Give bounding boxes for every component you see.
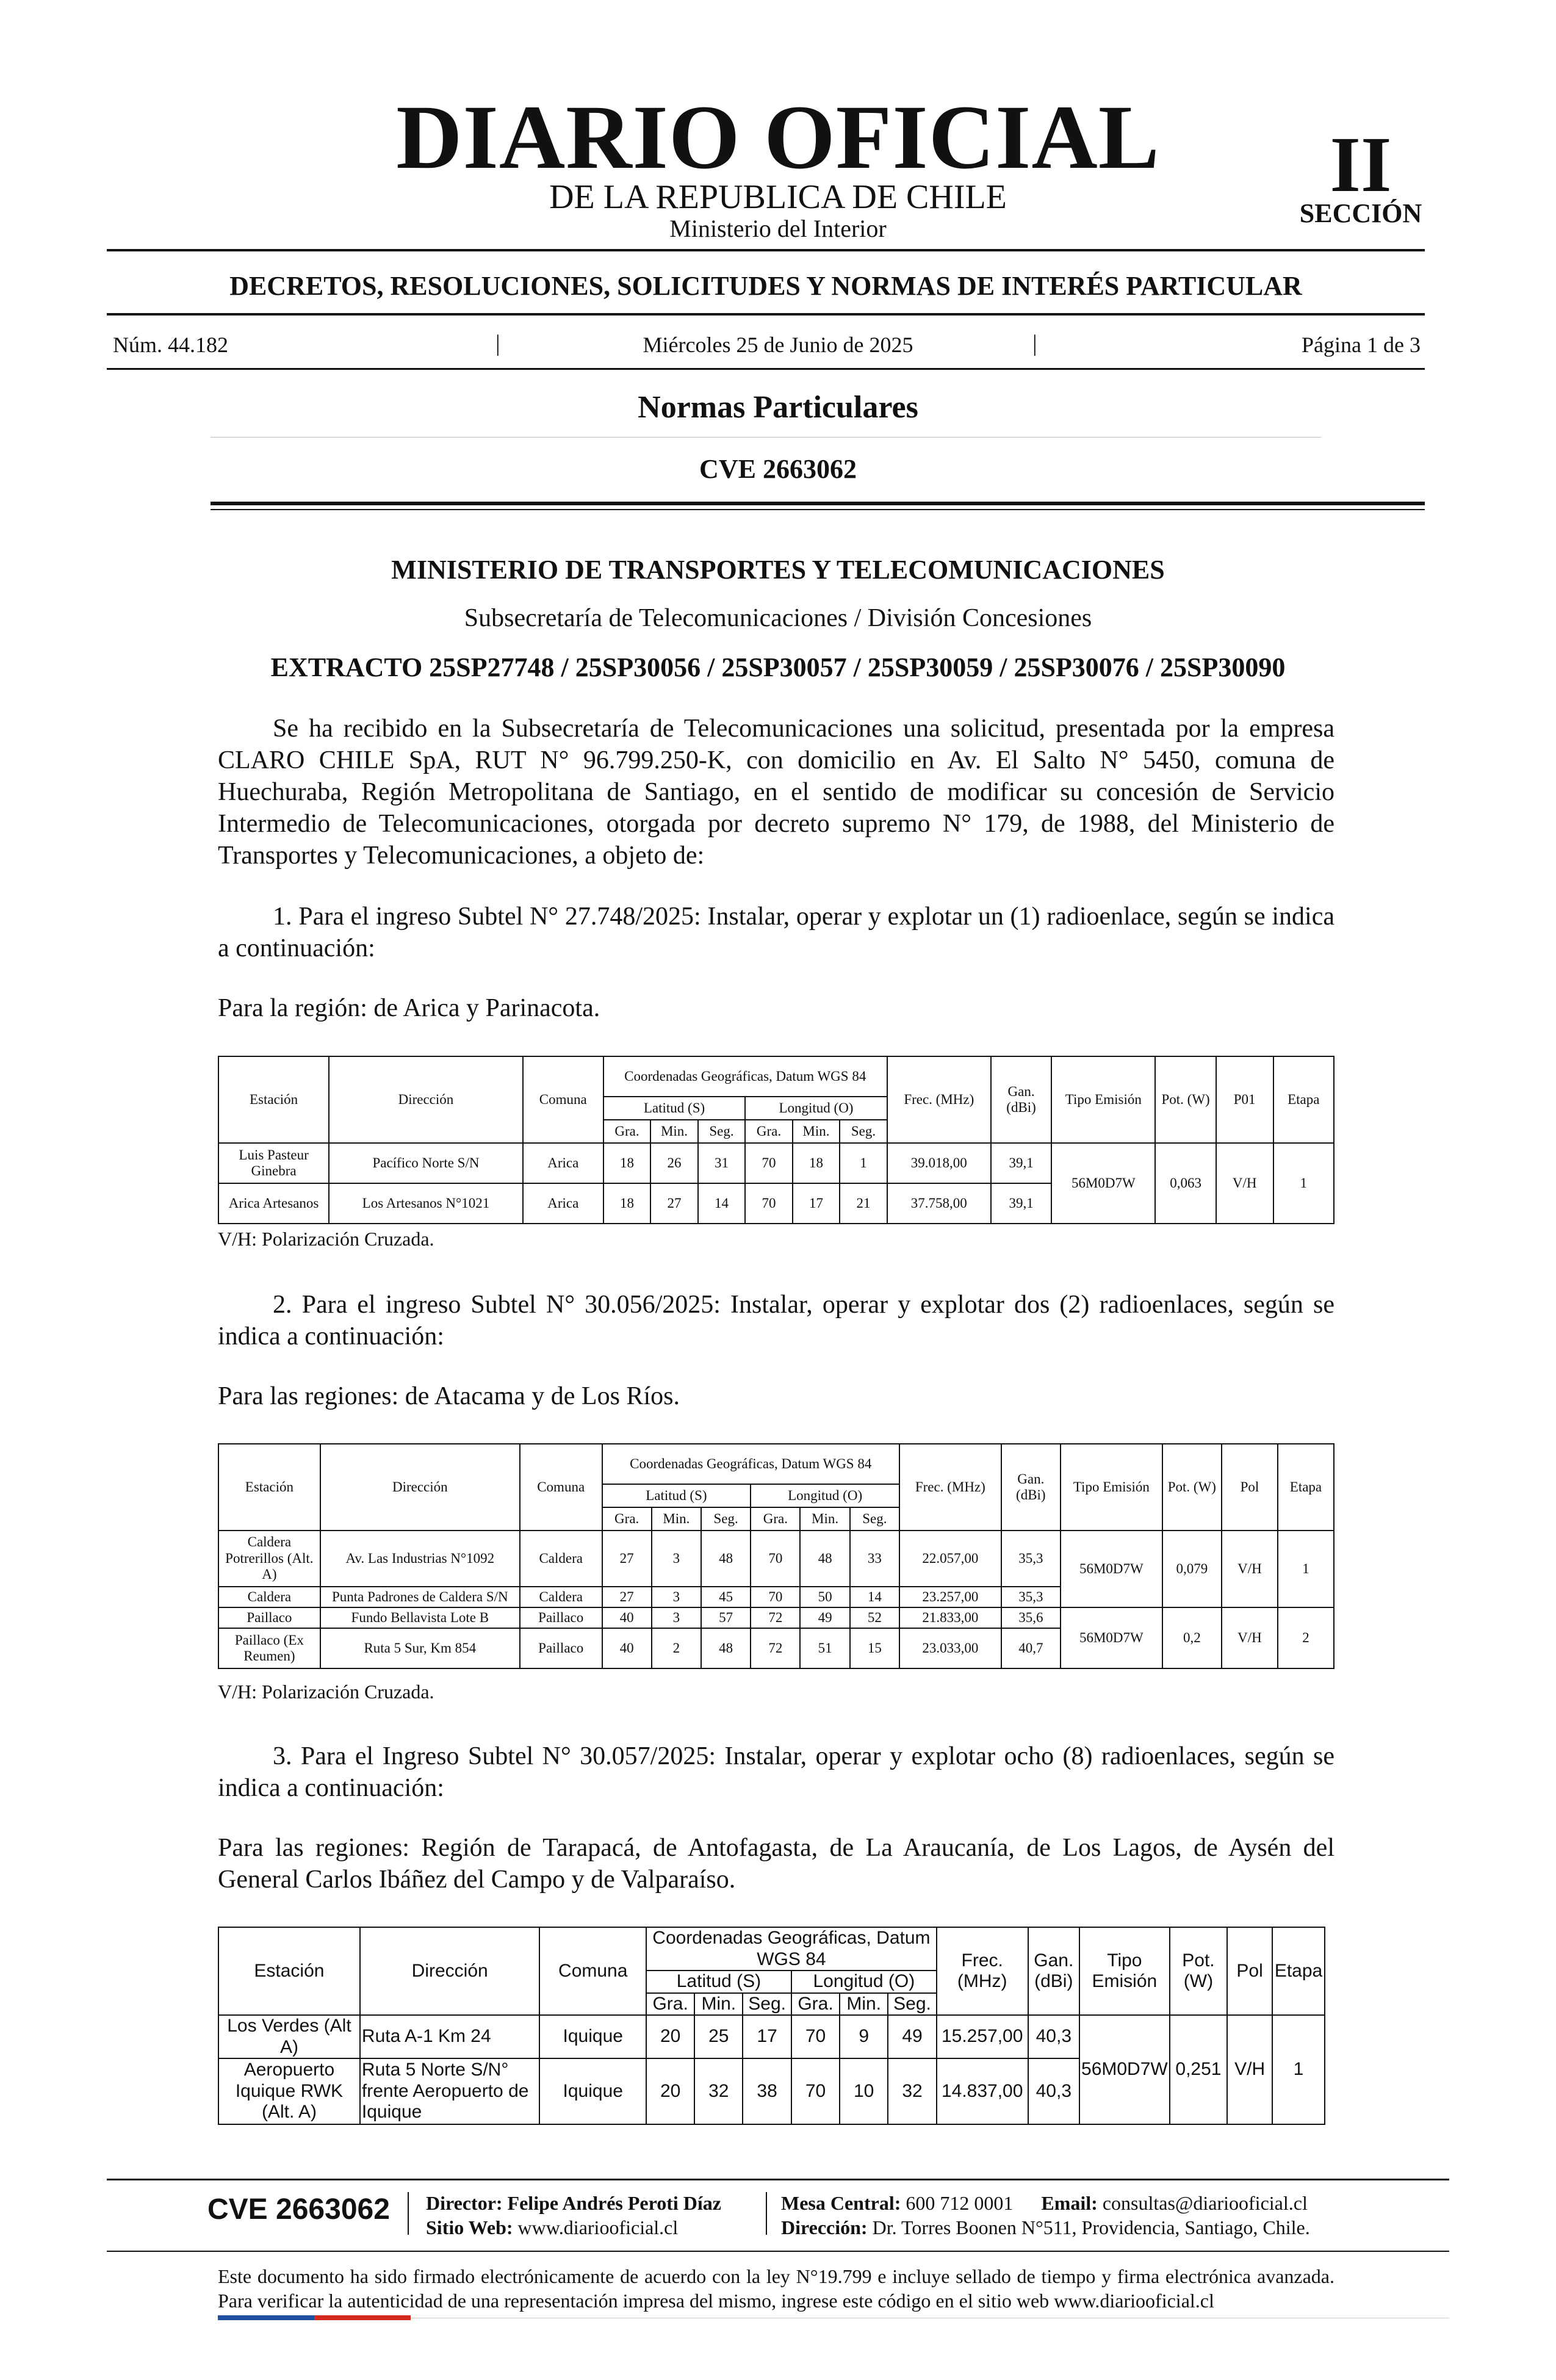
col-header-pol: Pol: [1222, 1444, 1278, 1531]
cell-lon-min: 9: [840, 2015, 888, 2058]
cell-estacion: Caldera: [218, 1587, 320, 1607]
cell-lat-gra: 40: [602, 1628, 652, 1668]
cell-lat-min: 27: [650, 1183, 697, 1224]
col-header-seg: Seg.: [888, 1993, 937, 2016]
footer-address-text: Dr. Torres Boonen N°511, Providencia, Santiago, Chile.: [872, 2216, 1310, 2238]
cell-etapa: 1: [1273, 1143, 1334, 1224]
col-header-min: Min.: [650, 1120, 697, 1143]
cell-gan: 35,6: [1001, 1607, 1061, 1628]
cell-estacion: Aeropuerto Iquique RWK (Alt. A): [218, 2058, 360, 2124]
cell-estacion: Los Verdes (Alt A): [218, 2015, 360, 2058]
cell-frec: 37.758,00: [887, 1183, 991, 1224]
cell-lat-seg: 45: [701, 1587, 751, 1607]
cell-lat-gra: 18: [603, 1183, 650, 1224]
col-header-estacion: Estación: [218, 1927, 360, 2015]
cell-lon-seg: 33: [850, 1531, 899, 1587]
cell-frec: 22.057,00: [899, 1531, 1001, 1587]
header-rule-top: [107, 249, 1425, 251]
cell-lat-min: 25: [694, 2015, 743, 2058]
col-header-gan: Gan. (dBi): [1028, 1927, 1079, 2015]
col-header-gan: Gan. (dBi): [991, 1056, 1051, 1143]
flag-stripe-blue: [218, 2315, 314, 2320]
cell-comuna: Iquique: [539, 2015, 646, 2058]
cell-comuna: Paillaco: [520, 1628, 602, 1668]
cell-gan: 39,1: [991, 1183, 1051, 1224]
cell-lat-min: 3: [652, 1531, 701, 1587]
page-indicator: Página 1 de 3: [1302, 333, 1421, 357]
cell-pot: 0,063: [1155, 1143, 1216, 1224]
cell-lat-gra: 20: [646, 2058, 694, 2124]
table-row: [218, 2015, 1325, 2058]
cell-lon-seg: 32: [888, 2058, 937, 2124]
cell-frec: 23.257,00: [899, 1587, 1001, 1607]
cell-lon-min: 49: [800, 1607, 849, 1628]
cell-lat-gra: 18: [603, 1143, 650, 1183]
col-header-coords: Coordenadas Geográficas, Datum WGS 84: [603, 1056, 887, 1097]
ministry-heading: MINISTERIO DE TRANSPORTES Y TELECOMUNICACIONES: [391, 555, 1165, 585]
cell-lon-seg: 15: [850, 1628, 899, 1668]
col-header-etapa: Etapa: [1273, 1056, 1334, 1143]
col-header-estacion: Estación: [218, 1056, 329, 1143]
table-row: [218, 1607, 1334, 1628]
cell-lat-gra: 20: [646, 2015, 694, 2058]
col-header-gra: Gra.: [603, 1120, 650, 1143]
col-header-lat: Latitud (S): [646, 1971, 791, 1993]
cell-lon-seg: 1: [840, 1143, 887, 1183]
cell-estacion: Arica Artesanos: [218, 1183, 329, 1224]
cve-rule-1: [211, 502, 1425, 505]
cell-gan: 40,7: [1001, 1628, 1061, 1668]
col-header-pot: Pot. (W): [1155, 1056, 1216, 1143]
footer-email-link[interactable]: consultas@diariooficial.cl: [1102, 2192, 1308, 2214]
cell-lat-seg: 31: [698, 1143, 745, 1183]
cell-lat-min: 26: [650, 1143, 697, 1183]
region-3-line: Para las regiones: Región de Tarapacá, de Antofagasta, de La Araucanía, de Los Lagos, de Aysén del General Carlos Ibáñez del Campo y de Valparaíso.: [218, 1834, 1334, 1894]
col-header-frec: Frec. (MHz): [937, 1927, 1028, 2015]
cell-lon-gra: 70: [751, 1531, 800, 1587]
col-header-tipo: Tipo Emisión: [1051, 1056, 1155, 1143]
subsecretaria-line: Subsecretaría de Telecomunicaciones / División Concesiones: [464, 604, 1092, 632]
cell-lon-min: 10: [840, 2058, 888, 2124]
intro-paragraph: Se ha recibido en la Subsecretaría de Telecomunicaciones una solicitud, presentada por la empresa CLARO CHILE SpA, RUT N° 96.799.250-K, con domicilio en Av. El Salto N° 5450, comuna de Huechuraba, Región Metropolitana de Santiago, en el sentido de modificar su concesión de Servicio Intermedio de Telecomunicaciones, otorgada por decreto supremo N° 179, de 1988, del Ministerio de Transportes y Telecomunicaciones, a objeto de:: [218, 715, 1334, 870]
footer-director: [426, 2193, 721, 2213]
cell-comuna: Iquique: [539, 2058, 646, 2124]
cell-etapa: 1: [1278, 1531, 1334, 1607]
cell-gan: 40,3: [1028, 2015, 1079, 2058]
footer-cve: CVE 2663062: [207, 2193, 390, 2226]
cell-gan: 40,3: [1028, 2058, 1079, 2124]
col-header-min: Min.: [793, 1120, 840, 1143]
col-header-gra: Gra.: [646, 1993, 694, 2016]
col-header-coords: Coordenadas Geográficas, Datum WGS 84: [646, 1927, 937, 1971]
cell-direccion: Ruta A-1 Km 24: [360, 2015, 540, 2058]
legal-notice: Este documento ha sido firmado electrónicamente de acuerdo con la ley N°19.799 e incluye sellado de tiempo y firma electrónica avanzada. Para verificar la autenticidad de una representación impresa del mismo, ingrese este código en el sitio web www.diariooficial.cl: [218, 2265, 1334, 2312]
col-header-etapa: Etapa: [1272, 1927, 1325, 2015]
cell-lat-seg: 14: [698, 1183, 745, 1224]
cell-lat-min: 3: [652, 1607, 701, 1628]
cell-lon-seg: 21: [840, 1183, 887, 1224]
footer-rule-top: [107, 2179, 1449, 2180]
footer-rule-mid: [107, 2251, 1449, 2252]
col-header-direccion: Dirección: [320, 1444, 520, 1531]
cell-lon-gra: 72: [751, 1628, 800, 1668]
cell-direccion: Los Artesanos N°1021: [329, 1183, 523, 1224]
col-header-direccion: Dirección: [360, 1927, 540, 2015]
col-header-lat: Latitud (S): [602, 1484, 751, 1507]
cell-gan: 35,3: [1001, 1531, 1061, 1587]
col-header-gra: Gra.: [602, 1507, 652, 1531]
cell-gan: 35,3: [1001, 1587, 1061, 1607]
newspaper-ministry: Ministerio del Interior: [669, 215, 887, 242]
col-header-seg: Seg.: [743, 1993, 791, 2016]
cell-pol: V/H: [1222, 1531, 1278, 1607]
category-heading: DECRETOS, RESOLUCIONES, SOLICITUDES Y NORMAS DE INTERÉS PARTICULAR: [229, 271, 1302, 301]
col-header-pol: P01: [1216, 1056, 1273, 1143]
radio-link-table-1: [218, 1056, 1334, 1224]
footer-address-label: Dirección:: [781, 2216, 868, 2238]
cell-etapa: 2: [1278, 1607, 1334, 1668]
region-1-line: Para la región: de Arica y Parinacota.: [218, 994, 600, 1022]
footer-site: [426, 2218, 678, 2237]
col-header-direccion: Dirección: [329, 1056, 523, 1143]
section-label: SECCIÓN: [1299, 198, 1422, 228]
cell-lat-gra: 40: [602, 1607, 652, 1628]
cell-comuna: Paillaco: [520, 1607, 602, 1628]
col-header-lon: Longitud (O): [751, 1484, 899, 1507]
col-header-seg: Seg.: [850, 1507, 899, 1531]
cell-lon-gra: 70: [745, 1183, 792, 1224]
cell-lon-seg: 14: [850, 1587, 899, 1607]
footer-address: [781, 2218, 1310, 2237]
cell-estacion: Paillaco (Ex Reumen): [218, 1628, 320, 1668]
cell-lat-min: 32: [694, 2058, 743, 2124]
cell-tipo: 56M0D7W: [1061, 1531, 1162, 1607]
footer-director-name: Felipe Andrés Peroti Díaz: [507, 2192, 721, 2214]
item-3-paragraph: 3. Para el Ingreso Subtel N° 30.057/2025: Instalar, operar y explotar ocho (8) radioenlaces, según se indica a continuación:: [218, 1742, 1334, 1802]
cell-lon-min: 17: [793, 1183, 840, 1224]
cell-direccion: Av. Las Industrias N°1092: [320, 1531, 520, 1587]
cell-lon-min: 48: [800, 1531, 849, 1587]
cell-pot: 0,079: [1162, 1531, 1222, 1607]
issue-number: Núm. 44.182: [113, 333, 228, 357]
footer-mesa-phone: 600 712 0001: [906, 2192, 1014, 2214]
cell-direccion: Punta Padrones de Caldera S/N: [320, 1587, 520, 1607]
cell-lon-min: 50: [800, 1587, 849, 1607]
footer-divider: [408, 2192, 409, 2235]
table-row: [218, 1143, 1334, 1183]
col-header-comuna: Comuna: [523, 1056, 603, 1143]
cell-tipo: 56M0D7W: [1051, 1143, 1155, 1224]
footer-email-label: Email:: [1041, 2192, 1098, 2214]
cell-lat-gra: 27: [602, 1587, 652, 1607]
item-1-paragraph: 1. Para el ingreso Subtel N° 27.748/2025: Instalar, operar y explotar un (1) radioenlace, según se indica a continuación:: [218, 903, 1334, 962]
cell-frec: 21.833,00: [899, 1607, 1001, 1628]
col-header-gra: Gra.: [791, 1993, 840, 2016]
cve-code: CVE 2663062: [699, 454, 857, 484]
newspaper-title: DIARIO OFICIAL: [396, 87, 1160, 188]
cell-estacion: Luis Pasteur Ginebra: [218, 1143, 329, 1183]
col-header-seg: Seg.: [701, 1507, 751, 1531]
footer-mesa-label: Mesa Central:: [781, 2192, 901, 2214]
cell-lat-min: 2: [652, 1628, 701, 1668]
footer-site-label: Sitio Web:: [426, 2216, 513, 2238]
header-rule-bottom: [107, 368, 1425, 370]
extracto-heading: EXTRACTO 25SP27748 / 25SP30056 / 25SP30057 / 25SP30059 / 25SP30076 / 25SP30090: [270, 652, 1286, 682]
table-row: [218, 1531, 1334, 1587]
col-header-pot: Pot. (W): [1170, 1927, 1227, 2015]
col-header-estacion: Estación: [218, 1444, 320, 1531]
col-header-min: Min.: [694, 1993, 743, 2016]
cell-pol: V/H: [1227, 2015, 1272, 2124]
cell-comuna: Arica: [523, 1143, 603, 1183]
cell-lat-seg: 57: [701, 1607, 751, 1628]
cell-direccion: Fundo Bellavista Lote B: [320, 1607, 520, 1628]
col-header-tipo: Tipo Emisión: [1061, 1444, 1162, 1531]
item-2-paragraph: 2. Para el ingreso Subtel N° 30.056/2025: Instalar, operar y explotar dos (2) radioenlaces, según se indica a continuación:: [218, 1291, 1334, 1350]
col-header-lon: Longitud (O): [745, 1097, 887, 1120]
col-header-coords: Coordenadas Geográficas, Datum WGS 84: [602, 1444, 899, 1484]
col-header-frec: Frec. (MHz): [899, 1444, 1001, 1531]
col-header-gra: Gra.: [751, 1507, 800, 1531]
col-header-gra: Gra.: [745, 1120, 792, 1143]
cell-direccion: Pacífico Norte S/N: [329, 1143, 523, 1183]
cell-tipo: 56M0D7W: [1079, 2015, 1170, 2124]
cell-comuna: Caldera: [520, 1531, 602, 1587]
cell-comuna: Caldera: [520, 1587, 602, 1607]
cell-lon-gra: 70: [791, 2015, 840, 2058]
col-header-frec: Frec. (MHz): [887, 1056, 991, 1143]
cell-estacion: Caldera Potrerillos (Alt. A): [218, 1531, 320, 1587]
cell-lat-seg: 48: [701, 1531, 751, 1587]
cell-frec: 23.033,00: [899, 1628, 1001, 1668]
cell-lon-seg: 49: [888, 2015, 937, 2058]
section-title: Normas Particulares: [638, 390, 918, 425]
meta-separator: |: [1032, 331, 1037, 356]
cell-gan: 39,1: [991, 1143, 1051, 1183]
region-2-line: Para las regiones: de Atacama y de Los Ríos.: [218, 1382, 680, 1410]
section-thin-rule: [211, 437, 1321, 438]
cell-direccion: Ruta 5 Norte S/N° frente Aeropuerto de Iquique: [360, 2058, 540, 2124]
cell-lon-gra: 72: [751, 1607, 800, 1628]
cell-lon-seg: 52: [850, 1607, 899, 1628]
cell-frec: 15.257,00: [937, 2015, 1028, 2058]
radio-link-table-2: [218, 1443, 1334, 1669]
cell-estacion: Paillaco: [218, 1607, 320, 1628]
col-header-comuna: Comuna: [539, 1927, 646, 2015]
col-header-seg: Seg.: [698, 1120, 745, 1143]
cell-lat-min: 3: [652, 1587, 701, 1607]
flag-stripe-red: [314, 2315, 411, 2320]
footer-mesa: [781, 2193, 1308, 2213]
cell-etapa: 1: [1272, 2015, 1325, 2124]
col-header-comuna: Comuna: [520, 1444, 602, 1531]
footer-director-label: Director:: [426, 2192, 503, 2214]
cell-tipo: 56M0D7W: [1061, 1607, 1162, 1668]
cell-lon-min: 51: [800, 1628, 849, 1668]
issue-date: Miércoles 25 de Junio de 2025: [643, 333, 913, 357]
footer-site-link[interactable]: www.diariooficial.cl: [517, 2216, 679, 2238]
cell-frec: 14.837,00: [937, 2058, 1028, 2124]
col-header-min: Min.: [800, 1507, 849, 1531]
col-header-etapa: Etapa: [1278, 1444, 1334, 1531]
cell-lat-seg: 48: [701, 1628, 751, 1668]
cell-direccion: Ruta 5 Sur, Km 854: [320, 1628, 520, 1668]
cell-lat-seg: 38: [743, 2058, 791, 2124]
cell-frec: 39.018,00: [887, 1143, 991, 1183]
polarization-note: V/H: Polarización Cruzada.: [218, 1228, 434, 1250]
col-header-min: Min.: [840, 1993, 888, 2016]
section-number: II: [1330, 121, 1392, 209]
footer-divider: [766, 2192, 767, 2235]
cell-lat-gra: 27: [602, 1531, 652, 1587]
col-header-gan: Gan. (dBi): [1001, 1444, 1061, 1531]
col-header-lon: Longitud (O): [791, 1971, 937, 1993]
cell-pol: V/H: [1222, 1607, 1278, 1668]
meta-separator: |: [495, 331, 500, 356]
polarization-note: V/H: Polarización Cruzada.: [218, 1681, 434, 1703]
col-header-tipo: Tipo Emisión: [1079, 1927, 1170, 2015]
cell-pol: V/H: [1216, 1143, 1273, 1224]
cell-comuna: Arica: [523, 1183, 603, 1224]
cell-lon-gra: 70: [791, 2058, 840, 2124]
radio-link-table-3: [218, 1927, 1325, 2125]
cell-lon-gra: 70: [745, 1143, 792, 1183]
newspaper-subtitle: DE LA REPUBLICA DE CHILE: [549, 178, 1007, 216]
cell-lon-gra: 70: [751, 1587, 800, 1607]
cell-pot: 0,2: [1162, 1607, 1222, 1668]
col-header-min: Min.: [652, 1507, 701, 1531]
col-header-pol: Pol: [1227, 1927, 1272, 2015]
col-header-seg: Seg.: [840, 1120, 887, 1143]
header-rule-mid: [107, 313, 1425, 316]
cell-pot: 0,251: [1170, 2015, 1227, 2124]
cve-rule-2: [211, 509, 1425, 510]
col-header-lat: Latitud (S): [603, 1097, 745, 1120]
cell-lon-min: 18: [793, 1143, 840, 1183]
cell-lat-seg: 17: [743, 2015, 791, 2058]
col-header-pot: Pot. (W): [1162, 1444, 1222, 1531]
